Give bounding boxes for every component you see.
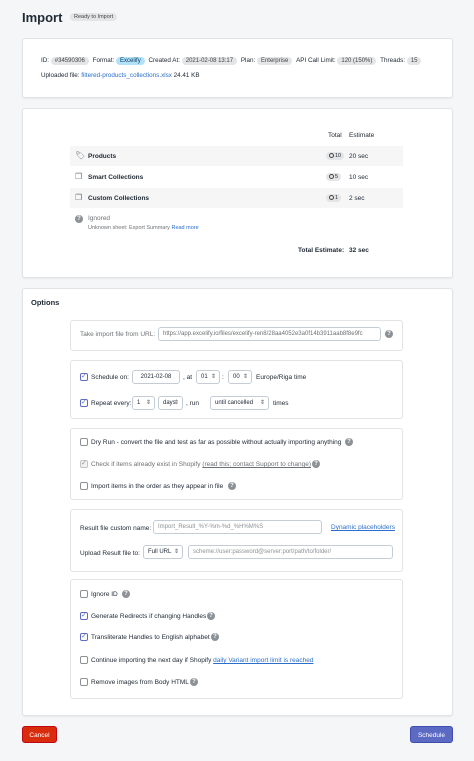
ignored-section — [70, 213, 403, 235]
col-total-header: Total — [328, 132, 342, 139]
question-icon[interactable]: ? — [211, 633, 219, 641]
created-value: 2021-02-08 13:17 — [182, 57, 237, 65]
remove-images-checkbox[interactable] — [80, 678, 88, 686]
collection-icon: ❐ — [75, 193, 83, 202]
at-label: , at — [183, 374, 193, 381]
upload-result-input[interactable]: scheme://user:password@server:port/path/to/folder/ — [188, 545, 393, 559]
stats-row-estimate: 2 sec — [349, 195, 365, 202]
variant-limit-link[interactable]: daily Variant import limit is reached — [213, 657, 314, 664]
summary-card — [22, 38, 453, 98]
ignore-id-label: Ignore ID — [91, 591, 118, 598]
question-icon[interactable]: ? — [312, 460, 320, 468]
format-label: Format: — [92, 57, 115, 64]
threads-label: Threads: — [380, 57, 406, 64]
import-order-label: Import items in the order as they appear in file — [91, 483, 224, 490]
check-exist-checkbox — [80, 460, 88, 468]
dry-run-checkbox[interactable] — [80, 438, 88, 446]
question-icon[interactable]: ? — [385, 330, 393, 338]
schedule-label: Schedule on: — [91, 374, 129, 381]
generate-redirects-label: Generate Redirects if changing Handles — [91, 613, 207, 620]
total-estimate-value: 32 sec — [349, 247, 369, 254]
read-more-link[interactable]: Read more — [171, 225, 199, 231]
id-value: #34590306 — [51, 57, 89, 65]
status-badge: Ready to Import — [70, 13, 117, 21]
collection-icon: ❐ — [75, 172, 83, 181]
minute-select[interactable]: 00 ⇕ — [228, 370, 252, 384]
repeat-checkbox[interactable] — [80, 399, 88, 407]
uploaded-label: Uploaded file: — [41, 72, 80, 79]
schedule-date-input[interactable]: 2021-02-08 — [132, 370, 180, 384]
tag-icon: 🏷 — [75, 151, 86, 160]
stats-row-estimate: 20 sec — [349, 153, 369, 160]
stats-row-name: Custom Collections — [88, 195, 150, 202]
options-title: Options — [31, 298, 60, 307]
schedule-button[interactable]: Schedule — [410, 726, 453, 743]
result-file-section — [70, 509, 403, 572]
stats-row-products — [70, 146, 403, 166]
times-label: times — [273, 400, 289, 407]
schedule-section — [70, 360, 403, 419]
continue-next-day-checkbox[interactable] — [80, 656, 88, 664]
uploaded-size: 24.41 KB — [173, 72, 200, 79]
plan-value: Enterprise — [257, 57, 292, 65]
upload-result-select[interactable]: Full URL ⇕ — [143, 545, 183, 559]
ignored-detail: Unknown sheet: Export Summary Read more — [88, 225, 199, 231]
stats-row-name: Smart Collections — [88, 174, 144, 181]
dry-run-label: Dry Run - convert the file and test as far as possible without actually importing anything — [91, 439, 342, 446]
check-exist-label: Check if items already exist in Shopify (read this; contact Support to change) — [91, 461, 312, 468]
result-name-input[interactable]: Import_Result_%Y-%m-%d_%H%M%S — [153, 520, 322, 534]
repeat-label: Repeat every: — [91, 400, 132, 407]
stats-row-custom-collections — [70, 188, 403, 208]
question-icon[interactable]: ? — [122, 590, 130, 598]
remove-images-label: Remove images from Body HTML — [91, 679, 189, 686]
run-select[interactable]: until cancelled ⇕ — [210, 396, 269, 410]
id-label: ID: — [41, 57, 50, 64]
generate-redirects-checkbox[interactable] — [80, 612, 88, 620]
stats-row-total: 5 — [326, 173, 341, 181]
cancel-button[interactable]: Cancel — [22, 726, 57, 743]
schedule-checkbox[interactable] — [80, 373, 88, 381]
repeat-count-select[interactable]: 1 ⇕ — [132, 396, 155, 410]
ignored-label: Ignored — [88, 215, 111, 222]
import-order-checkbox[interactable] — [80, 482, 88, 490]
result-name-label: Result file custom name: — [80, 525, 152, 532]
stats-row-total: 10 — [326, 152, 344, 160]
question-icon[interactable]: ? — [345, 438, 353, 446]
stats-row-smart-collections — [70, 167, 403, 187]
check-exist-link[interactable]: (read this; contact Support to change) — [202, 461, 312, 468]
transliterate-label: Transliterate Handles to English alphabet — [91, 634, 210, 641]
api-value: 120 (150%) — [337, 57, 376, 65]
col-estimate-header: Estimate — [349, 132, 375, 139]
url-label: Take import file from URL: — [80, 331, 156, 338]
plan-label: Plan: — [240, 57, 256, 64]
threads-value: 15 — [407, 57, 422, 65]
question-icon[interactable]: ? — [228, 482, 236, 490]
hour-select[interactable]: 01 ⇕ — [196, 370, 220, 384]
ignore-id-checkbox[interactable] — [80, 590, 88, 598]
question-icon: ? — [75, 215, 83, 223]
upload-result-label: Upload Result file to: — [80, 550, 140, 557]
repeat-unit-select[interactable]: days ⇕ — [158, 396, 183, 410]
url-input[interactable]: https://app.excelify.io/files/excelify-ren8/28aa4052e3a0f14b3911aab8f8e9fc — [158, 327, 381, 341]
stats-row-name: Products — [88, 153, 117, 160]
created-label: Created At: — [148, 57, 180, 64]
page-title: Import — [22, 10, 63, 25]
question-icon[interactable]: ? — [207, 612, 215, 620]
timezone-label: Europe/Riga time — [256, 374, 307, 381]
dynamic-placeholders-link[interactable]: Dynamic placeholders — [331, 524, 395, 531]
stats-row-estimate: 10 sec — [349, 174, 369, 181]
run-label: , run — [186, 400, 200, 407]
summary-line — [41, 57, 421, 65]
api-label: API Call Limit: — [296, 57, 336, 64]
format-value: Excelify — [116, 57, 145, 65]
question-icon[interactable]: ? — [190, 678, 198, 686]
stats-row-total: 1 — [326, 194, 341, 202]
time-colon: : — [222, 374, 224, 381]
continue-next-day-label: Continue importing the next day if Shopify daily Variant import limit is reached — [91, 657, 314, 664]
uploaded-line — [41, 72, 200, 79]
total-estimate-label: Total Estimate: — [298, 247, 345, 254]
uploaded-file-link[interactable]: filtered-products_collections.xlsx — [81, 72, 172, 79]
transliterate-checkbox[interactable] — [80, 633, 88, 641]
